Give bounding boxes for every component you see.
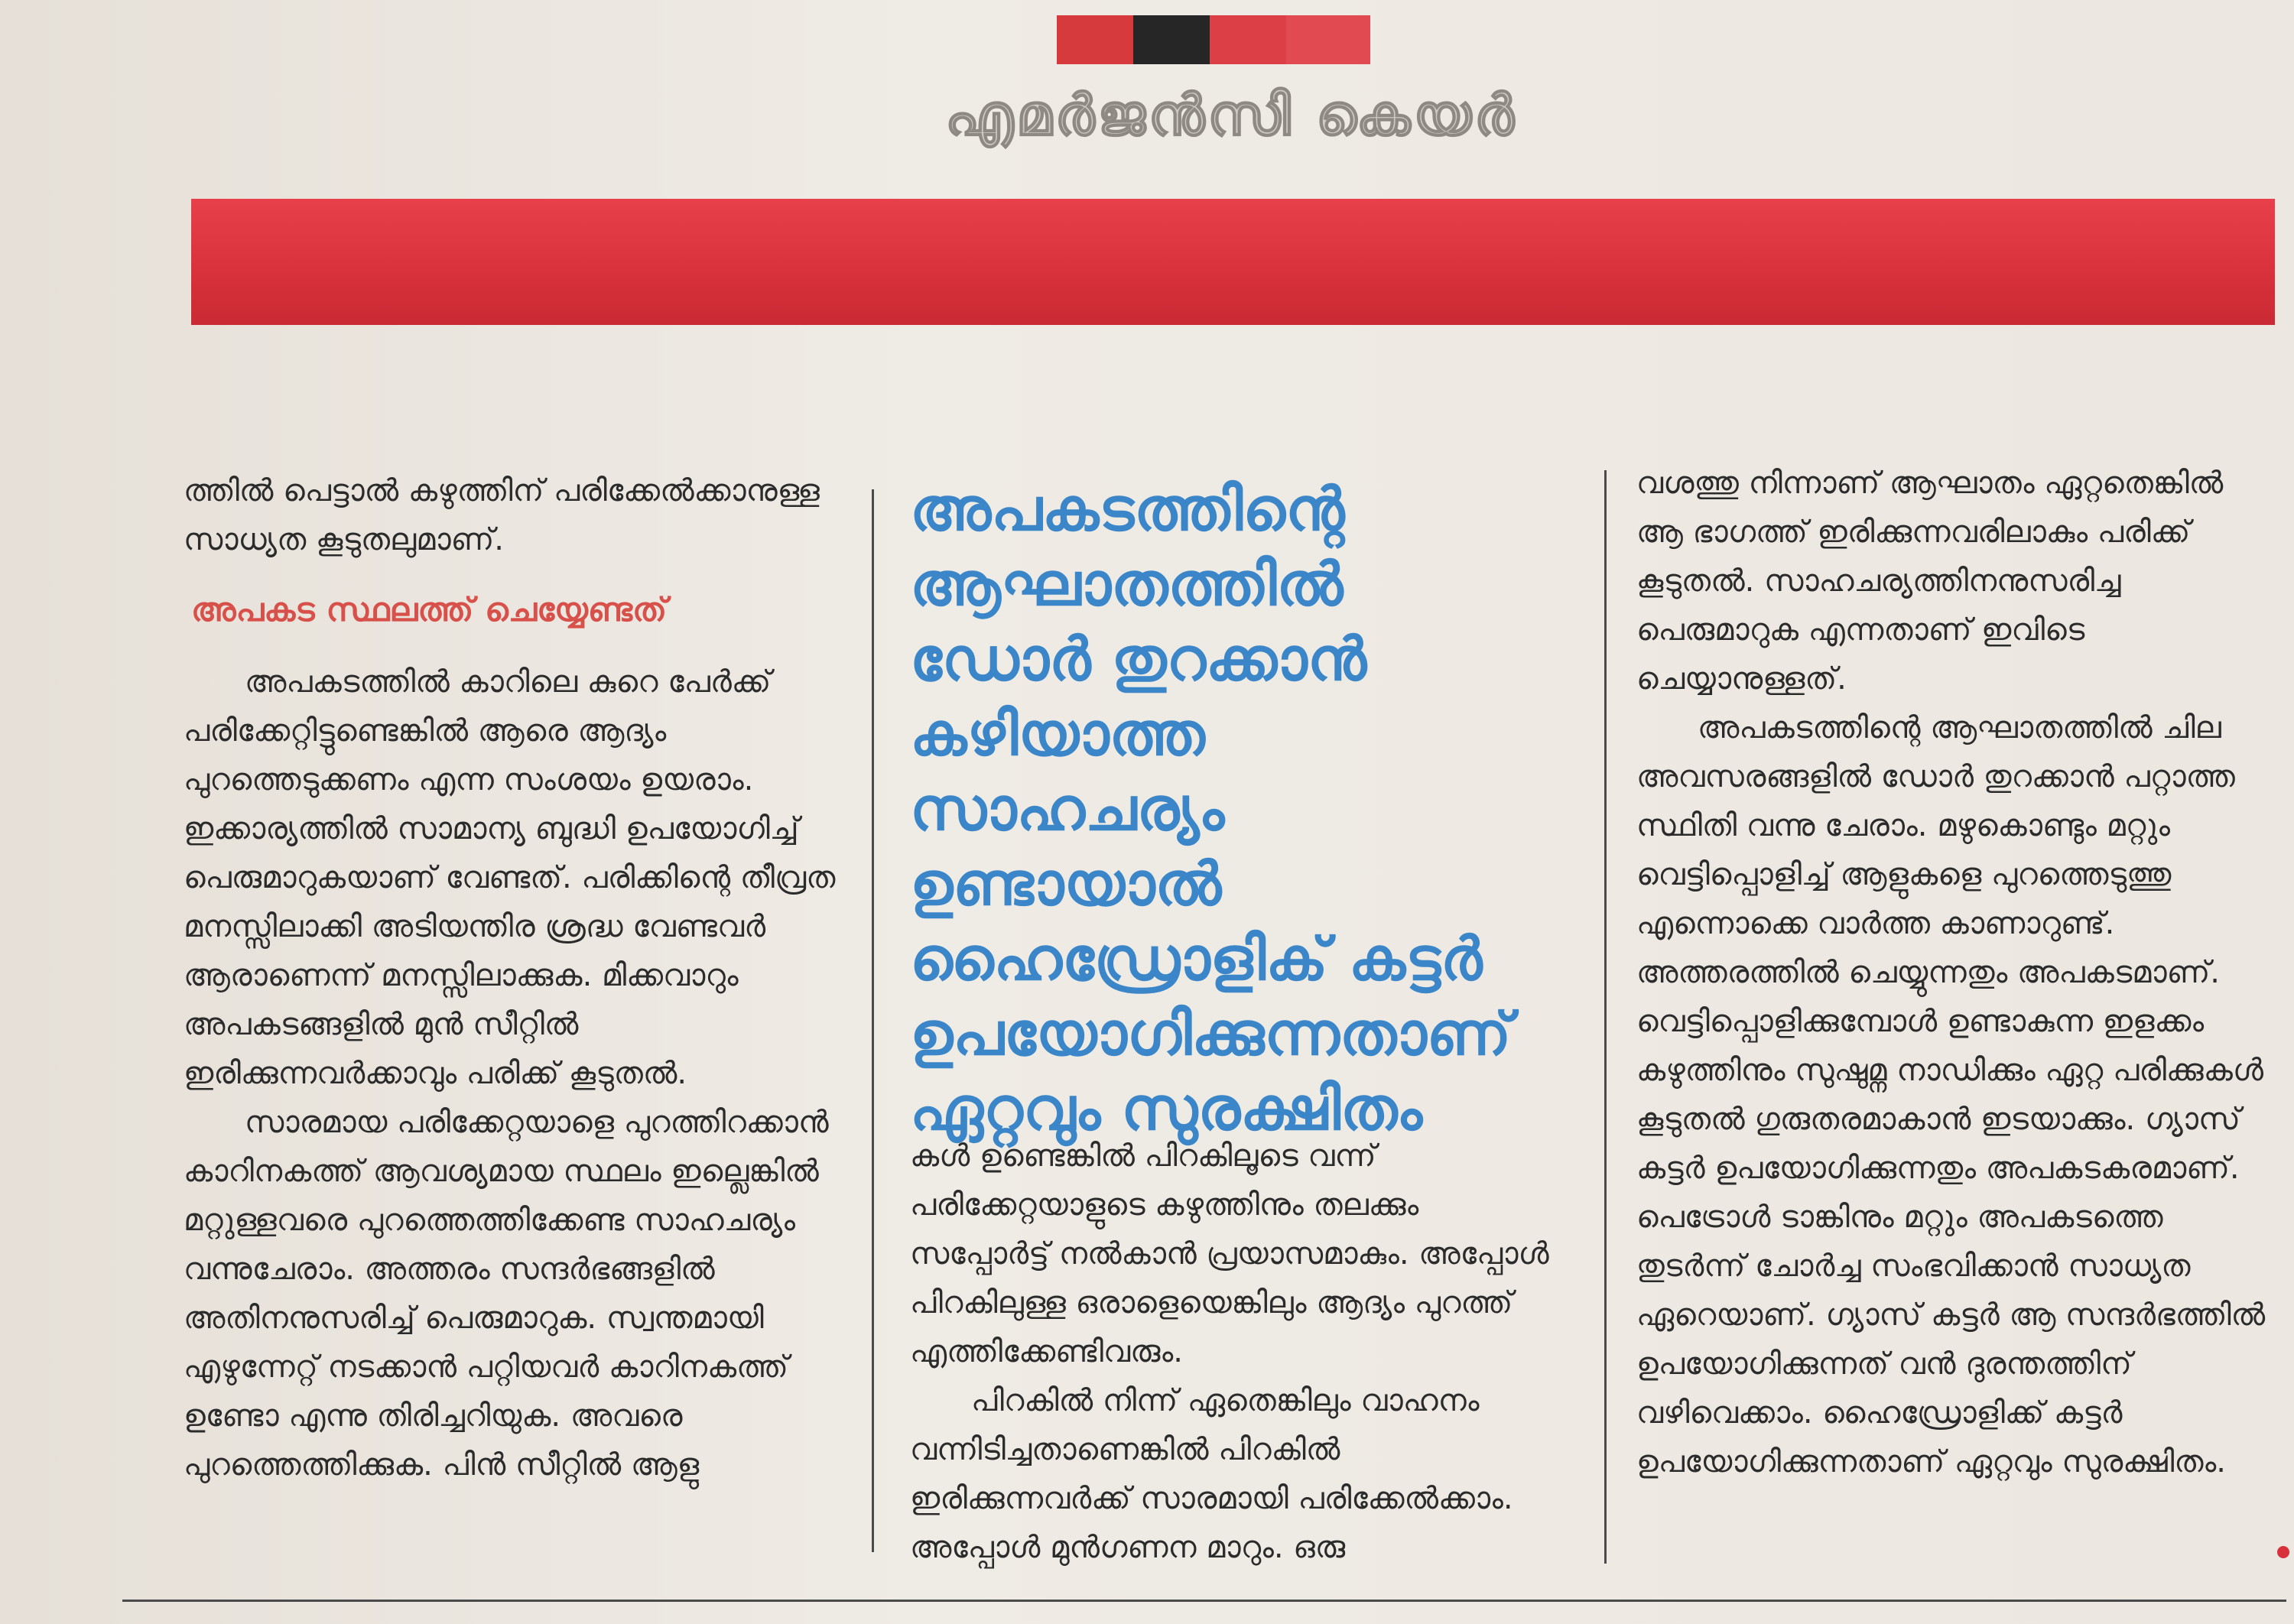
- right-para-2: അപകടത്തിന്റെ ആഘാതത്തിൽ ചില അവസരങ്ങളിൽ ഡോർ തുറക്കാൻ പറ്റാത്ത സ്ഥിതി വന്നു ചേരാം. മഴുകൊണ്ടും മറ്റും വെട്ടിപ്പൊളിച്ച് ആളുകളെ പുറത്തെടുത്തു എന്നൊക്കെ വാർത്ത കാണാറുണ്ട്. അത്തരത്തിൽ ചെയ്യുന്നതും അപകടമാണ്. വെട്ടിപ്പൊളിക്കുമ്പോൾ ഉണ്ടാകുന്ന ഇളക്കം കഴുത്തിനും സുഷുമ്ന നാഡിക്കും ഏറ്റ പരിക്കുകൾ കൂടുതൽ ഗുരുതരമാകാൻ ഇടയാക്കും. ഗ്യാസ് കട്ടർ ഉപയോഗിക്കുന്നതും അപകടകരമാണ്. പെട്രോൾ ടാങ്കിനും മറ്റും അപകടത്തെ തുടർന്ന് ചോർച്ച സംഭവിക്കാൻ സാധ്യത ഏറെയാണ്. ഗ്യാസ് കട്ടർ ആ സന്ദർഭത്തിൽ ഉപയോഗിക്കുന്നത് വൻ ദുരന്തത്തിന് വഴിവെക്കാം. ഹൈഡ്രോളിക്ക് കട്ടർ ഉപയോഗിക്കുന്നതാണ് ഏറ്റവും സുരക്ഷിതം.: [1636, 710, 2266, 1479]
- left-para-1: അപകടത്തിൽ കാറിലെ കുറെ പേർക്ക് പരിക്കേറ്റിട്ടുണ്ടെങ്കിൽ ആരെ ആദ്യം പുറത്തെടുക്കണം എന്ന സംശയം ഉയരാം. ഇക്കാര്യത്തിൽ സാമാന്യ ബുദ്ധി ഉപയോഗിച്ച് പെരുമാറുകയാണ് വേണ്ടത്. പരിക്കിന്റെ തീവ്രത മനസ്സിലാക്കി അടിയന്തിര ശ്രദ്ധ വേണ്ടവർ ആരാണെന്ന് മനസ്സിലാക്കുക. മിക്കവാറും അപകടങ്ങളിൽ മുൻ സീറ്റിൽ ഇരിക്കുന്നവർക്കാവും പരിക്ക് കൂടുതൽ.: [184, 664, 836, 1091]
- left-column-body: [184, 658, 841, 1489]
- pull-quote: അപകടത്തിന്റെ ആഘാതത്തിൽ ഡോർ തുറക്കാൻ കഴിയാത്ത സാഹചര്യം ഉണ്ടായാൽ ഹൈഡ്രോളിക് കട്ടർ ഉപയോഗിക്കുന്നതാണ് ഏറ്റവും സുരക്ഷിതം: [910, 476, 1512, 1144]
- right-para-1: വശത്തു നിന്നാണ് ആഘാതം ഏറ്റതെങ്കിൽ ആ ഭാഗത്ത് ഇരിക്കുന്നവരിലാകും പരിക്ക് കൂടുതൽ. സാഹചര്യത്തിനനുസരിച്ച പെരുമാറുക എന്നതാണ് ഇവിടെ ചെയ്യാനുള്ളത്.: [1636, 466, 2224, 697]
- left-column-lead: ത്തിൽ പെട്ടാൽ കഴുത്തിന് പരിക്കേൽക്കാനുള്ള സാധ്യത കൂടുതലുമാണ്.: [184, 473, 820, 557]
- right-column-body: [1636, 459, 2279, 1486]
- subheading: അപകട സ്ഥലത്ത് ചെയ്യേണ്ടത്: [191, 591, 667, 629]
- end-mark: [2277, 1546, 2289, 1558]
- column-rule-left: [872, 489, 874, 1552]
- middle-column-body: [910, 1132, 1568, 1572]
- middle-para-2: പിറകിൽ നിന്ന് ഏതെങ്കിലും വാഹനം വന്നിടിച്ചതാണെങ്കിൽ പിറകിൽ ഇരിക്കുന്നവർക്ക് സാരമായി പരിക്കേൽക്കാം. അപ്പോൾ മുൻഗണന മാറും. ഒരു: [910, 1383, 1513, 1565]
- red-banner: [191, 199, 2275, 325]
- left-para-2: സാരമായ പരിക്കേറ്റയാളെ പുറത്തിറക്കാൻ കാറിനകത്ത് ആവശ്യമായ സ്ഥലം ഇല്ലെങ്കിൽ മറ്റുള്ളവരെ പുറത്തെത്തിക്കേണ്ട സാഹചര്യം വന്നുചേരാം. അത്തരം സന്ദർഭങ്ങളിൽ അതിനനുസരിച്ച് പെരുമാറുക. സ്വന്തമായി എഴുന്നേറ്റ് നടക്കാൻ പറ്റിയവർ കാറിനകത്ത് ഉണ്ടോ എന്നു തിരിച്ചറിയുക. അവരെ പുറത്തെത്തിക്കുക. പിൻ സീറ്റിൽ ആളു: [184, 1105, 829, 1483]
- column-rule-right: [1604, 470, 1607, 1564]
- section-color-tab: [1057, 15, 1370, 64]
- middle-para-1: കൾ ഉണ്ടെങ്കിൽ പിറകിലൂടെ വന്ന് പരിക്കേറ്റയാളുടെ കഴുത്തിനും തലക്കും സപ്പോർട്ട് നൽകാൻ പ്രയാസമാകും. അപ്പോൾ പിറകിലുള്ള ഒരാളെയെങ്കിലും ആദ്യം പുറത്ത് എത്തിക്കേണ്ടിവരും.: [910, 1138, 1549, 1369]
- section-title: എമർജൻസി കെയർ: [945, 83, 1517, 148]
- bottom-rule: [122, 1600, 2286, 1602]
